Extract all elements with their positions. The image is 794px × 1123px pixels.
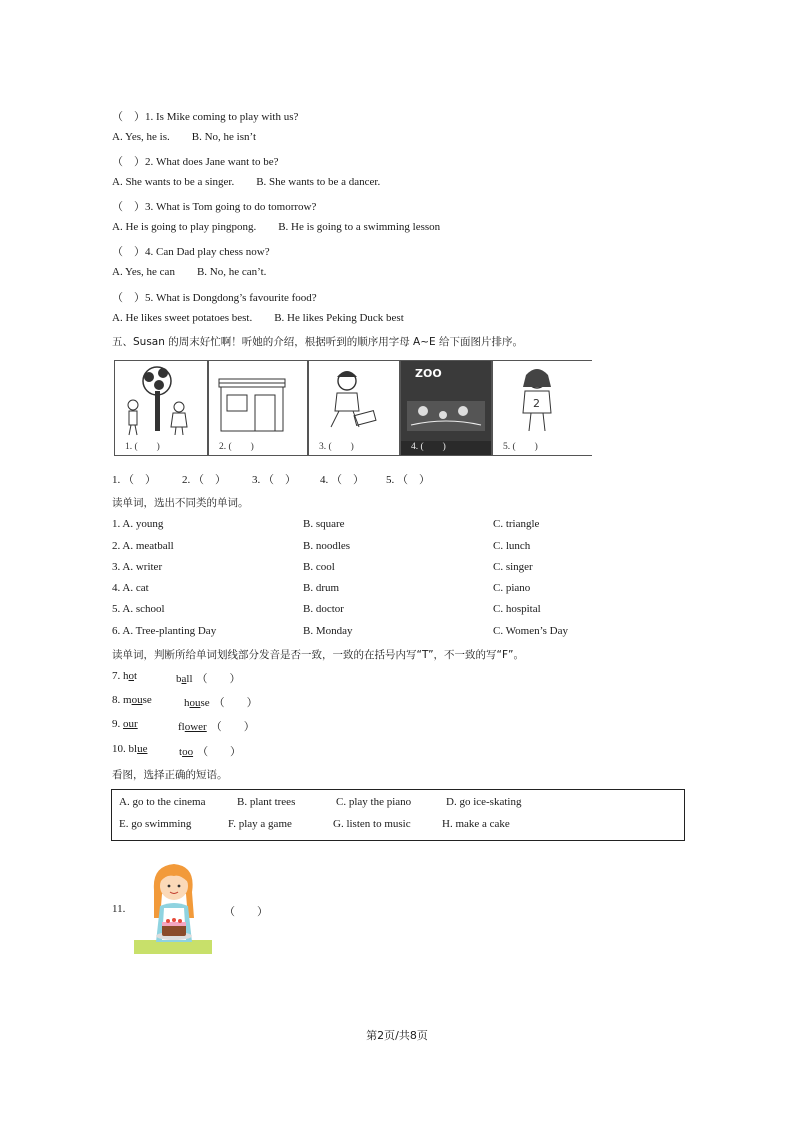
phrase-h: H. make a cake — [442, 818, 510, 830]
option-b: B. He likes Peking Duck best — [274, 312, 404, 324]
phrase-e: E. go swimming — [119, 818, 192, 830]
odd-row-4-c: C. piano — [493, 582, 531, 594]
word-part: m — [123, 694, 132, 706]
picture-label: 1. ( ) — [125, 442, 160, 452]
picture-label: 5. ( ) — [503, 442, 538, 452]
answer-5: 5. （ ） — [386, 474, 430, 486]
phonics-row-10-word2 — [179, 743, 241, 759]
word-part: bl — [128, 743, 138, 755]
picture-label: 4. ( ) — [411, 442, 446, 452]
item-number: 8. — [112, 694, 123, 706]
odd-row-3-a: 3. A. writer — [112, 561, 163, 573]
shirt-number: 2 — [533, 397, 540, 410]
girl-cake-icon — [134, 860, 212, 954]
tree-icon — [115, 361, 207, 441]
phrase-d: D. go ice-skating — [446, 796, 522, 808]
section-5-title: 五、Susan 的周末好忙啊！听她的介绍，根据听到的顺序用字母 A~E 给下面图片排序。 — [112, 336, 524, 348]
word-part: t — [179, 746, 183, 758]
odd-row-3-c: C. singer — [493, 561, 533, 573]
zoo-picture — [400, 360, 492, 456]
option-b: B. No, he isn’t — [191, 131, 257, 143]
odd-row-5-b: B. doctor — [303, 603, 344, 615]
girl-reading-icon — [309, 361, 399, 441]
options-5 — [112, 312, 404, 324]
q11-number: 11. — [112, 903, 126, 915]
phonics-row-8-word2 — [184, 694, 258, 710]
option-a: A. Yes, he can — [112, 266, 175, 278]
answer-2: 2. （ ） — [182, 474, 226, 486]
option-a: A. Yes, he is. — [112, 131, 170, 143]
picture-label: 2. ( ) — [219, 442, 254, 452]
word-part: fl — [178, 721, 185, 733]
phrase-b: B. plant trees — [237, 796, 296, 808]
phrase-g: G. listen to music — [333, 818, 411, 830]
picture-strip — [114, 360, 592, 456]
answer-paren: （ ） — [210, 721, 255, 733]
answer-paren: （ ） — [197, 746, 242, 758]
phonics-title: 读单词，判断所给单词划线部分发音是否一致，一致的在括号内写“T”，不一致的写“F”。 — [112, 649, 524, 661]
answer-4: 4. （ ） — [320, 474, 364, 486]
options-2 — [112, 176, 380, 188]
odd-row-1-b: B. square — [303, 518, 345, 530]
question-3: （ ）3. What is Tom going to do tomorrow? — [112, 201, 317, 213]
odd-row-2-a: 2. A. meatball — [112, 540, 174, 552]
odd-row-2-b: B. noodles — [303, 540, 351, 552]
word-part: h — [184, 697, 190, 709]
word-part: ll — [186, 673, 193, 685]
page-footer: 第2页/共8页 — [366, 1029, 428, 1042]
underlined-part: oo — [182, 746, 194, 758]
odd-row-4-b: B. drum — [303, 582, 340, 594]
girl-making-cake-picture — [134, 860, 212, 954]
options-1 — [112, 131, 256, 143]
underlined-part: a — [181, 673, 187, 685]
word-part: se — [200, 697, 210, 709]
answer-1: 1. （ ） — [112, 474, 156, 486]
option-a: A. He is going to play pingpong. — [112, 221, 257, 233]
options-4 — [112, 266, 266, 278]
phonics-row-7 — [112, 670, 137, 682]
q11-answer-paren: （ ） — [224, 906, 268, 918]
odd-row-6-b: B. Monday — [303, 625, 353, 637]
item-number: 10. — [112, 743, 129, 755]
option-b: B. She wants to be a dancer. — [256, 176, 381, 188]
odd-row-4-a: 4. A. cat — [112, 582, 149, 594]
odd-row-5-c: C. hospital — [493, 603, 541, 615]
answer-3: 3. （ ） — [252, 474, 296, 486]
phonics-row-10 — [112, 743, 147, 755]
odd-row-1-c: C. triangle — [493, 518, 540, 530]
answer-paren: （ ） — [196, 673, 241, 685]
question-2: （ ）2. What does Jane want to be? — [112, 156, 279, 168]
item-number: 9. — [112, 718, 123, 730]
odd-row-3-b: B. cool — [303, 561, 335, 573]
reading-girl-picture — [308, 360, 400, 456]
phonics-row-8 — [112, 694, 152, 706]
phrase-c: C. play the piano — [336, 796, 412, 808]
underlined-part: ue — [137, 743, 148, 755]
odd-word-title: 读单词，选出不同类的单词。 — [112, 497, 249, 509]
underlined-part: ou — [131, 694, 143, 706]
odd-row-1-a: 1. A. young — [112, 518, 164, 530]
shop-icon — [209, 361, 307, 441]
underlined-part: ou — [189, 697, 201, 709]
option-b: B. He is going to a swimming lesson — [278, 221, 441, 233]
option-b: B. No, he can’t. — [196, 266, 267, 278]
answer-paren: （ ） — [213, 697, 258, 709]
underlined-part: our — [123, 718, 138, 730]
question-5: （ ）5. What is Dongdong’s favourite food? — [112, 292, 317, 304]
phonics-row-9-word2 — [178, 718, 255, 734]
word-part: b — [176, 673, 182, 685]
odd-row-6-c: C. Women’s Day — [493, 625, 568, 637]
zoo-scene-icon — [401, 361, 491, 441]
phrases-title: 看图，选择正确的短语。 — [112, 769, 228, 781]
word-part: se — [142, 694, 152, 706]
phrase-box — [111, 789, 685, 841]
tree-planting-picture — [114, 360, 208, 456]
odd-row-2-c: C. lunch — [493, 540, 531, 552]
word-part: h — [123, 670, 129, 682]
odd-row-6-a: 6. A. Tree-planting Day — [112, 625, 217, 637]
question-1: （ ）1. Is Mike coming to play with us? — [112, 111, 299, 123]
question-4: （ ）4. Can Dad play chess now? — [112, 246, 270, 258]
options-3 — [112, 221, 440, 233]
picture-label: 3. ( ) — [319, 442, 354, 452]
phrase-f: F. play a game — [228, 818, 292, 830]
girl-number-2-picture — [492, 360, 592, 456]
phrase-a: A. go to the cinema — [119, 796, 206, 808]
option-a: A. He likes sweet potatoes best. — [112, 312, 253, 324]
odd-row-5-a: 5. A. school — [112, 603, 165, 615]
underlined-part: ower — [184, 721, 207, 733]
girl-shirt-icon — [493, 361, 591, 441]
item-number: 7. — [112, 670, 123, 682]
phonics-row-9 — [112, 718, 138, 730]
word-part: t — [134, 670, 138, 682]
phonics-row-7-word2 — [176, 670, 241, 686]
underlined-part: o — [128, 670, 134, 682]
zoo-sign: ZOO — [415, 367, 442, 380]
option-a: A. She wants to be a singer. — [112, 176, 235, 188]
shop-picture — [208, 360, 308, 456]
